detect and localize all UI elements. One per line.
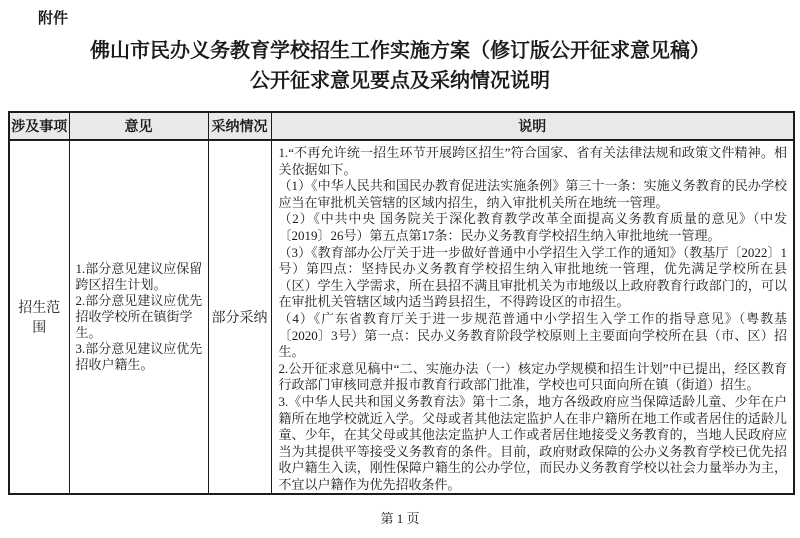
matter-cell: 招生范围 bbox=[9, 140, 69, 494]
opinion-item-3: 3.部分意见建议应优先招收户籍生。 bbox=[75, 341, 203, 373]
feedback-table bbox=[8, 111, 795, 495]
adoption-status-cell: 部分采纳 bbox=[208, 140, 271, 494]
explanation-paragraph-5: （4）《广东省教育厅关于进一步规范普通中小学招生入学工作的指导意见》（粤教基〔2020〕3号）第一点：民办义务教育阶段学校原则上主要面向学校所在县（市、区）招生。 bbox=[278, 310, 787, 360]
explanation-paragraph-4: （3）《教育部办公厅关于进一步做好普通中小学招生入学工作的通知》（教基厅〔2022〕1 号）第四点：坚持民办义务教育学校招生纳入审批地统一管理，优先满足学校所在县（区）学生入学需求，所在县招不满且审批机关为市地级以上政府教育行政部门的，可以在审批机关管辖区域内适当跨县招生，不得跨设区的市招生。 bbox=[278, 244, 787, 310]
explanation-paragraph-3: （2）《中共中央 国务院关于深化教育教学改革全面提高义务教育质量的意见》（中发〔2019〕26号）第五点第17条：民办义务教育学校招生纳入审批地统一管理。 bbox=[278, 211, 787, 243]
col-header-adoption: 采纳情况 bbox=[208, 112, 271, 140]
page-number: 第 1 页 bbox=[380, 511, 420, 526]
col-header-matter: 涉及事项 bbox=[9, 112, 69, 140]
attachment-label: 附件 bbox=[38, 10, 69, 27]
explanation-cell bbox=[271, 140, 794, 494]
col-header-opinion: 意见 bbox=[69, 112, 208, 140]
opinion-item-2: 2.部分意见建议应优先招收学校所在镇街学生。 bbox=[75, 293, 203, 341]
explanation-paragraph-1: 1.“不再允许统一招生环节开展跨区招生”符合国家、省有关法律法规和政策文件精神。相关依据如下。 bbox=[278, 145, 787, 177]
explanation-paragraph-2: （1）《中华人民共和国民办教育促进法实施条例》第三十一条：实施义务教育的民办学校应当在审批机关管辖的区域内招生，纳入审批机关所在地统一管理。 bbox=[278, 178, 787, 210]
col-header-explanation: 说明 bbox=[271, 112, 794, 140]
explanation-paragraph-7: 3.《中华人民共和国义务教育法》第十二条，地方各级政府应当保障适龄儿童、少年在户籍所在地学校就近入学。父母或者其他法定监护人在非户籍所在地工作或者居住的适龄儿童、少年，在其父母或其他法定监护人工作或者居住地接受义务教育的，当地人民政府应当为其提供平等接受义务教育的条件。目前，政府财政保障的公办义务教育学校已优先招收户籍生入读，刚性保障户籍生的公办学位，而民办义务教育学校以社会力量举办为主，不宜以户籍作为优先招收条件。 bbox=[278, 393, 787, 492]
opinion-item-1: 1.部分意见建议应保留跨区招生计划。 bbox=[75, 261, 203, 293]
title-line-2: 公开征求意见要点及采纳情况说明 bbox=[250, 70, 550, 92]
title-line-1: 佛山市民办义务教育学校招生工作实施方案（修订版公开征求意见稿） bbox=[90, 40, 710, 62]
table-row bbox=[9, 140, 794, 494]
table-header-row bbox=[9, 112, 794, 140]
explanation-paragraph-6: 2.公开征求意见稿中“二、实施办法（一）核定办学规模和招生计划”中已提出，经区教育行政部门审核同意并报市教育行政部门批准，学校也可只面向所在镇（街道）招生。 bbox=[278, 360, 787, 393]
opinions-cell bbox=[69, 140, 208, 494]
document-title bbox=[0, 36, 800, 96]
